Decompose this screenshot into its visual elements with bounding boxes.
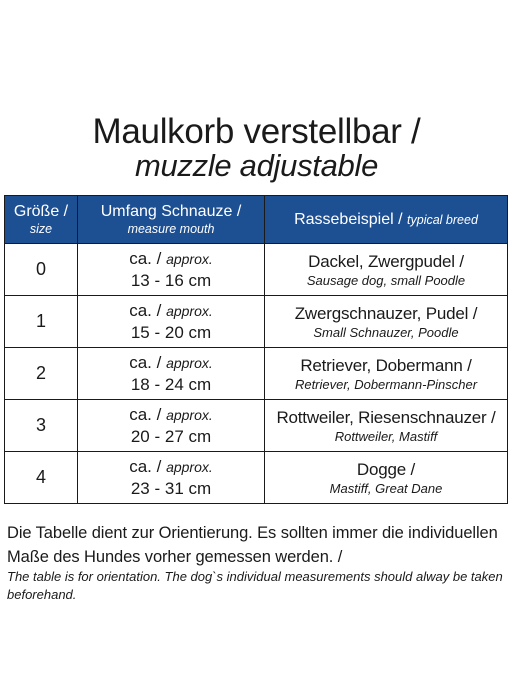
- approx-prefix: ca. /: [129, 457, 162, 476]
- breed-cell: [265, 244, 508, 296]
- header-breed: [265, 196, 508, 244]
- header-size-de: Größe /: [13, 202, 69, 220]
- approx-label: [78, 456, 264, 478]
- breed-en: Retriever, Dobermann-Pinscher: [294, 376, 478, 392]
- girth-range: 23 - 31 cm: [130, 479, 212, 498]
- approx-word: approx.: [166, 251, 213, 267]
- breed-cell: [265, 348, 508, 400]
- breed-en: Rottweiler, Mastiff: [334, 428, 438, 444]
- approx-word: approx.: [166, 355, 213, 371]
- approx-prefix: ca. /: [129, 301, 162, 320]
- breed-de: Dogge /: [356, 459, 416, 479]
- breed-en: Small Schnauzer, Poodle: [313, 324, 459, 340]
- girth-cell: [78, 400, 265, 452]
- table-row: [5, 452, 508, 504]
- header-girth-de: Umfang Schnauze /: [100, 202, 242, 220]
- size-table: [4, 195, 508, 504]
- table-row: [5, 400, 508, 452]
- girth-range: 13 - 16 cm: [130, 271, 212, 290]
- header-girth: [78, 196, 265, 244]
- approx-label: [78, 404, 264, 426]
- breed-de: Zwergschnauzer, Pudel /: [294, 303, 478, 323]
- header-size-en: size: [29, 221, 53, 236]
- breed-en: Mastiff, Great Dane: [329, 480, 443, 496]
- breed-cell: [265, 400, 508, 452]
- girth-cell: [78, 452, 265, 504]
- breed-de: Rottweiler, Riesenschnauzer /: [276, 407, 496, 427]
- table-header-row: [5, 196, 508, 244]
- breed-de: Retriever, Dobermann /: [300, 355, 472, 375]
- approx-label: [78, 248, 264, 270]
- approx-label: [78, 300, 264, 322]
- girth-cell: [78, 348, 265, 400]
- page-title: Maulkorb verstellbar /: [92, 112, 421, 151]
- page-subtitle: muzzle adjustable: [134, 148, 379, 183]
- header-breed-de: Rassebeispiel /: [294, 210, 403, 228]
- approx-word: approx.: [166, 407, 213, 423]
- size-cell: 3: [5, 400, 78, 452]
- size-cell: 2: [5, 348, 78, 400]
- note-german: Die Tabelle dient zur Orientierung. Es sollten immer die individuellen Maße des Hundes vorher gemessen werden. /: [7, 524, 498, 566]
- breed-en: Sausage dog, small Poodle: [306, 272, 466, 288]
- girth-range: 15 - 20 cm: [130, 323, 212, 342]
- table-row: [5, 244, 508, 296]
- header-size: [5, 196, 78, 244]
- approx-word: approx.: [166, 459, 213, 475]
- table-row: [5, 296, 508, 348]
- girth-range: 18 - 24 cm: [130, 375, 212, 394]
- approx-prefix: ca. /: [129, 249, 162, 268]
- approx-label: [78, 352, 264, 374]
- approx-prefix: ca. /: [129, 353, 162, 372]
- note-english: The table is for orientation. The dog`s individual measurements should alway be taken beforehand.: [7, 569, 503, 602]
- size-cell: 4: [5, 452, 78, 504]
- girth-cell: [78, 296, 265, 348]
- size-cell: 0: [5, 244, 78, 296]
- breed-cell: [265, 296, 508, 348]
- header-breed-en: typical breed: [407, 212, 478, 227]
- approx-word: approx.: [166, 303, 213, 319]
- breed-cell: [265, 452, 508, 504]
- size-cell: 1: [5, 296, 78, 348]
- header-girth-en: measure mouth: [127, 221, 215, 236]
- approx-prefix: ca. /: [129, 405, 162, 424]
- girth-range: 20 - 27 cm: [130, 427, 212, 446]
- girth-cell: [78, 244, 265, 296]
- table-row: [5, 348, 508, 400]
- breed-de: Dackel, Zwergpudel /: [308, 251, 464, 271]
